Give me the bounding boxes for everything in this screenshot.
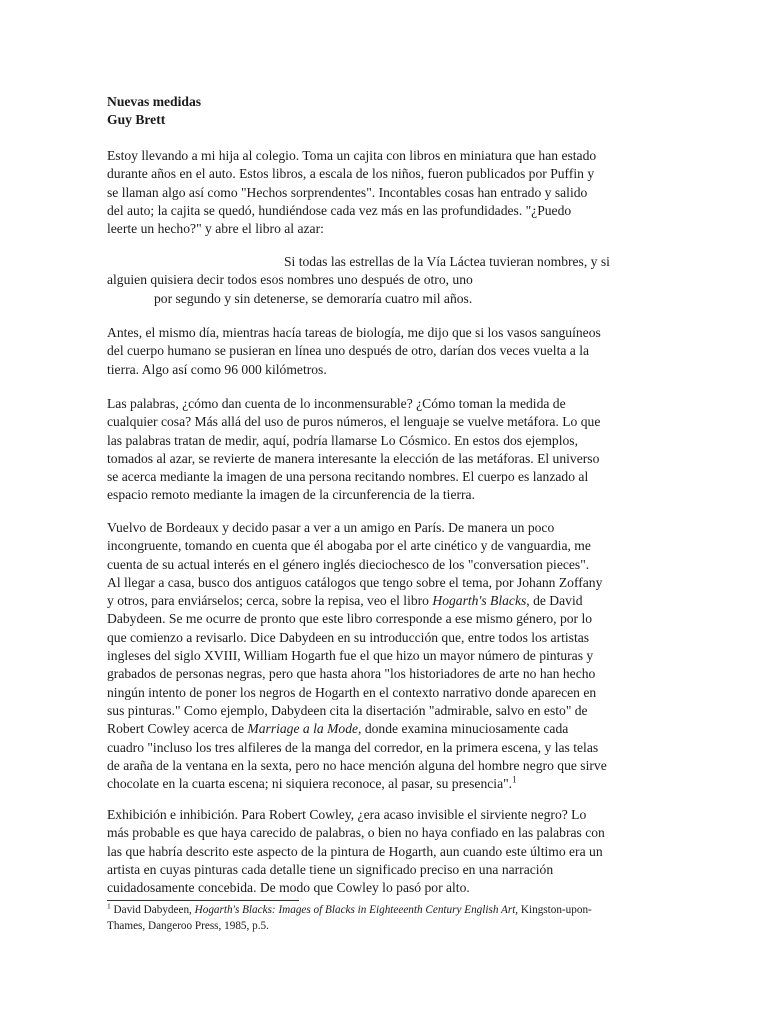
footnote-marker: 1 xyxy=(107,901,111,911)
text-line: Exhibición e inhibición. Para Robert Cowley, ¿era acaso invisible el sirviente negro? Lo xyxy=(107,807,587,822)
text-line: incongruente, tomando en cuenta que él abogaba por el arte cinético y de vanguardia, me xyxy=(107,538,591,554)
text-line: cuadro "incluso los tres alfileres de la manga del corredor, en la primera escena, y las telas xyxy=(107,739,599,755)
footnote-line: Thames, Dangeroo Press, 1985, p.5. xyxy=(107,919,269,932)
block-quote xyxy=(107,253,667,308)
text-line: Vuelvo de Bordeaux y decido pasar a ver a un amigo en París. De manera un poco xyxy=(107,520,555,535)
text-line: tierra. Algo así como 96 000 kilómetros. xyxy=(107,361,327,377)
text-line: Las palabras, ¿cómo dan cuenta de lo inconmensurable? ¿Cómo toman la medida de xyxy=(107,396,566,411)
text-line: de araña de la ventana en la sexta, pero no hace mención alguna del hombre negro que sirve xyxy=(107,757,607,773)
text-line: Al llegar a casa, busco dos antiguos catálogos que tengo sobre el tema, por Johann Zoffany xyxy=(107,574,603,590)
paragraph-5 xyxy=(107,806,667,897)
text-segment: Kingston-upon- xyxy=(518,904,592,916)
document-header xyxy=(107,93,201,129)
text-line: las que habría descrito este aspecto de la pintura de Hogarth, aun cuando este último era un xyxy=(107,843,603,859)
text-segment: donde examina minuciosamente cada xyxy=(361,721,569,737)
text-line: del auto; la cajita se quedó, hundiéndose cada vez más en las profundidades. "¿Puedo xyxy=(107,202,572,218)
document-title: Nuevas medidas xyxy=(107,94,202,109)
artwork-title: Marriage a la Mode, xyxy=(247,721,362,737)
book-title: Hogarth's Blacks: Images of Blacks in Eighteeenth Century English Art, xyxy=(194,904,519,916)
text-line: artista en cuyas pinturas cada detalle tiene un significado preciso en una narración xyxy=(107,861,554,877)
text-line: grabados de personas negras, pero que hasta ahora "los historiadores de arte no han hecho xyxy=(107,666,596,682)
text-line: cualquier cosa? Más allá del uso de puros números, el lenguaje se vuelve metáfora. Lo que xyxy=(107,414,601,430)
footnote xyxy=(107,903,667,934)
text-line: cuidadosamente concebida. De modo que Cowley lo pasó por alto. xyxy=(107,880,470,896)
text-line: cuenta de su actual interés en el género inglés dieciochesco de los "conversation pieces". xyxy=(107,556,590,572)
text-segment: , de David xyxy=(526,593,583,609)
text-line: Estoy llevando a mi hija al colegio. Toma un cajita con libros en miniatura que han estado xyxy=(107,148,597,163)
text-line: ningún intento de poner los negros de Hogarth en el contexto narrativo donde aparecen en xyxy=(107,684,597,700)
text-line xyxy=(107,592,667,610)
text-line: las palabras tratan de medir, aquí, podría llamarse Lo Cósmico. En estos dos ejemplos, xyxy=(107,432,578,448)
text-line: Dabydeen. Se me ocurre de pronto que este libro corresponde a ese mismo género, por lo xyxy=(107,611,593,627)
text-line: que comienzo a revisarlo. Dice Dabydeen en su introducción que, entre todos los artistas xyxy=(107,629,590,645)
text-line: espacio remoto mediante la imagen de la circunferencia de la tierra. xyxy=(107,487,475,503)
text-line: se acerca mediante la imagen de una persona recitando nombres. El cuerpo es lanzado al xyxy=(107,469,589,485)
footnote-divider xyxy=(107,900,299,901)
text-line: durante años en el auto. Estos libros, a escala de los niños, fueron publicados por Puffin y xyxy=(107,166,595,182)
text-line: del cuerpo humano se pusieran en línea uno después de otro, darían dos veces vuelta a la xyxy=(107,343,590,359)
text-segment: y otros, para enviárselos; cerca, sobre la repisa, veo el libro xyxy=(107,593,433,609)
text-line xyxy=(107,720,667,738)
text-segment: chocolate en la cuarta escena; ni siquiera reconoce, al pasar, su presencia". xyxy=(107,776,513,792)
text-line xyxy=(107,775,667,793)
document-author: Guy Brett xyxy=(107,112,166,127)
text-line: leerte un hecho?" y abre el libro al azar: xyxy=(107,221,324,237)
book-title: Hogarth's Blacks xyxy=(432,593,527,609)
paragraph-3 xyxy=(107,395,667,505)
paragraph-2 xyxy=(107,324,667,379)
text-line: ingleses del siglo XVIII, William Hogarth fue el que hizo un mayor número de pinturas y xyxy=(107,648,594,664)
paragraph-4 xyxy=(107,519,667,793)
quote-line: Si todas las estrellas de la Vía Láctea tuvieran nombres, y si xyxy=(284,254,610,269)
footnote-reference: 1 xyxy=(512,774,517,785)
text-line: más probable es que haya carecido de palabras, o bien no haya confiado en las palabras con xyxy=(107,825,605,841)
quote-line: por segundo y sin detenerse, se demoraría cuatro mil años. xyxy=(154,290,473,306)
text-line: sus pinturas." Como ejemplo, Dabydeen cita la disertación "admirable, salvo en esto" de xyxy=(107,702,588,718)
footnote-line xyxy=(107,903,667,919)
text-segment: David Dabydeen, xyxy=(110,904,195,916)
text-segment: Robert Cowley acerca de xyxy=(107,721,248,737)
text-line: tomados al azar, se revierte de manera interesante la elección de las metáforas. El universo xyxy=(107,450,600,466)
paragraph-1 xyxy=(107,147,667,238)
text-line: se llaman algo así como "Hechos sorprendentes". Incontables cosas han entrado y salido xyxy=(107,184,588,200)
quote-line: alguien quisiera decir todos esos nombres uno después de otro, uno xyxy=(107,272,473,288)
text-line: Antes, el mismo día, mientras hacía tareas de biología, me dijo que si los vasos sanguíneos xyxy=(107,325,601,340)
